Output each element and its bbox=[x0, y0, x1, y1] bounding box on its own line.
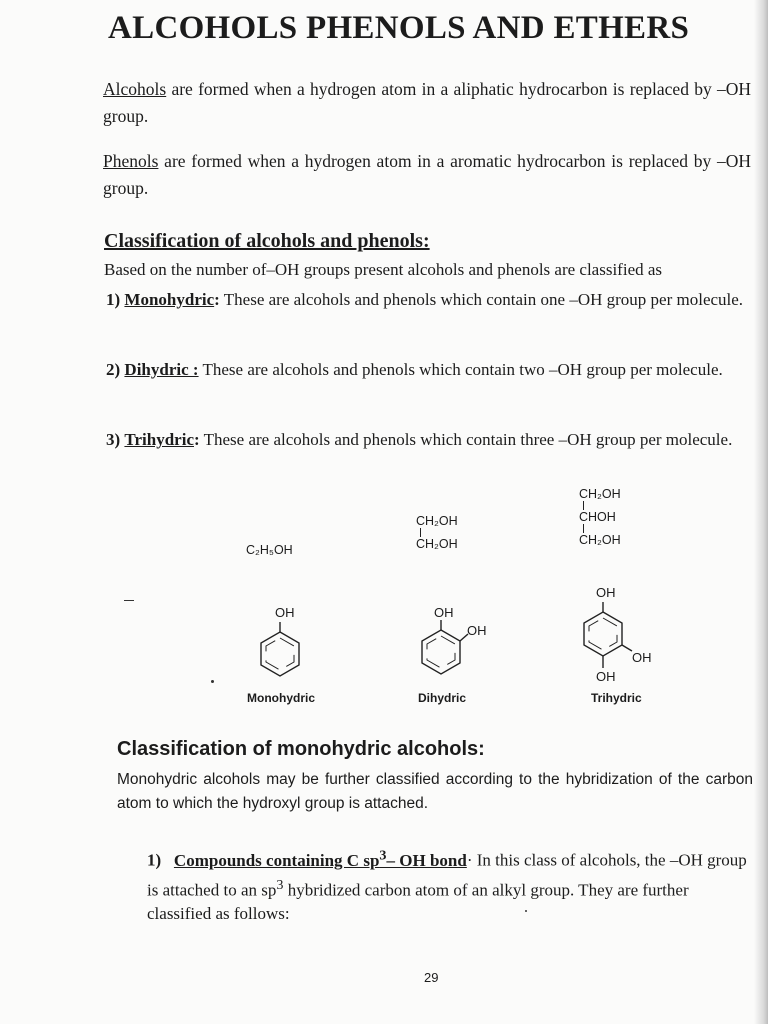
page-edge-shadow bbox=[754, 0, 768, 1024]
monohydric-intro: Monohydric alcohols may be further classified according to the hybridization of the carbon atom to which the hydroxyl group is attached. bbox=[117, 771, 753, 812]
bond-line bbox=[583, 501, 584, 510]
item-number: 1) bbox=[147, 850, 162, 870]
item-text: These are alcohols and phenols which contain one –OH group per molecule. bbox=[219, 290, 744, 309]
item-number: 3) bbox=[106, 430, 121, 449]
sp3-term-pre: Compounds containing C sp bbox=[173, 850, 380, 870]
item-sep: : bbox=[194, 430, 200, 449]
glycol-line-1: CH₂OH bbox=[416, 514, 458, 528]
oh-label: OH bbox=[275, 605, 295, 620]
glycerol-formula bbox=[579, 487, 621, 547]
sp3-text-pre: · In this class of alcohols, the –OH group is attached to an sp bbox=[147, 850, 747, 900]
item-number: 1) bbox=[106, 290, 121, 309]
classification-heading: Classification of alcohols and phenols: bbox=[104, 230, 430, 252]
ethanol-formula: C₂H₅OH bbox=[246, 543, 293, 557]
classification-item-monohydric bbox=[106, 286, 754, 313]
phenol-ring-diagram bbox=[255, 620, 305, 682]
classification-intro: Based on the number of–OH groups present alcohols and phenols are classified as bbox=[104, 260, 663, 279]
glycerol-line-3: CH₂OH bbox=[579, 533, 621, 547]
monohydric-label: Monohydric bbox=[247, 691, 315, 705]
oh-label: OH bbox=[632, 650, 652, 665]
item-text: These are alcohols and phenols which contain three –OH group per molecule. bbox=[199, 430, 733, 449]
phenols-term: Phenols bbox=[103, 151, 159, 171]
page-number: 29 bbox=[424, 970, 439, 985]
item-number: 2) bbox=[106, 360, 121, 379]
oh-label: OH bbox=[434, 605, 454, 620]
classification-item-trihydric bbox=[106, 426, 754, 453]
alcohols-term: Alcohols bbox=[103, 79, 167, 99]
item-text: These are alcohols and phenols which contain two –OH group per molecule. bbox=[198, 360, 723, 379]
sp3-term-sup: 3 bbox=[379, 847, 387, 863]
phenols-definition bbox=[103, 148, 751, 202]
alcohols-definition bbox=[103, 76, 751, 130]
item-term: Dihydric : bbox=[124, 360, 199, 379]
sp3-term bbox=[173, 847, 467, 870]
sp3-item bbox=[147, 843, 751, 926]
glycerol-line-2: CHOH bbox=[579, 510, 616, 524]
oh-label: OH bbox=[596, 669, 616, 684]
sp3-text-post: hybridized carbon atom of an alkyl group. They are further classified as follows: bbox=[147, 880, 689, 924]
glycol-line-2: CH₂OH bbox=[416, 537, 458, 551]
monohydric-heading: Classification of monohydric alcohols: bbox=[117, 738, 485, 760]
item-term: Trihydric bbox=[124, 430, 194, 449]
scan-speck bbox=[211, 680, 214, 683]
scan-mark bbox=[124, 600, 134, 601]
page-title: ALCOHOLS PHENOLS AND ETHERS bbox=[108, 10, 690, 46]
alcohols-text: are formed when a hydrogen atom in a aliphatic hydrocarbon is replaced by –OH group. bbox=[103, 79, 751, 126]
glycol-formula bbox=[416, 514, 458, 551]
trihydric-label: Trihydric bbox=[591, 691, 642, 705]
oh-label: OH bbox=[467, 623, 487, 638]
sp3-term-post: – OH bond bbox=[386, 850, 467, 870]
catechol-ring-diagram bbox=[416, 618, 470, 680]
glycerol-line-1: CH₂OH bbox=[579, 487, 621, 501]
dihydric-label: Dihydric bbox=[418, 691, 467, 705]
bond-line bbox=[420, 528, 421, 537]
oh-label: OH bbox=[596, 585, 616, 600]
sp3-text-sup: 3 bbox=[276, 876, 284, 893]
bond-line bbox=[583, 524, 584, 533]
item-term: Monohydric bbox=[124, 290, 215, 309]
scan-speck bbox=[525, 910, 527, 912]
classification-item-dihydric bbox=[106, 356, 754, 383]
item-sep: : bbox=[214, 290, 220, 309]
pyrogallol-ring-diagram bbox=[578, 600, 638, 672]
phenols-text: are formed when a hydrogen atom in a aromatic hydrocarbon is replaced by –OH group. bbox=[103, 151, 751, 198]
